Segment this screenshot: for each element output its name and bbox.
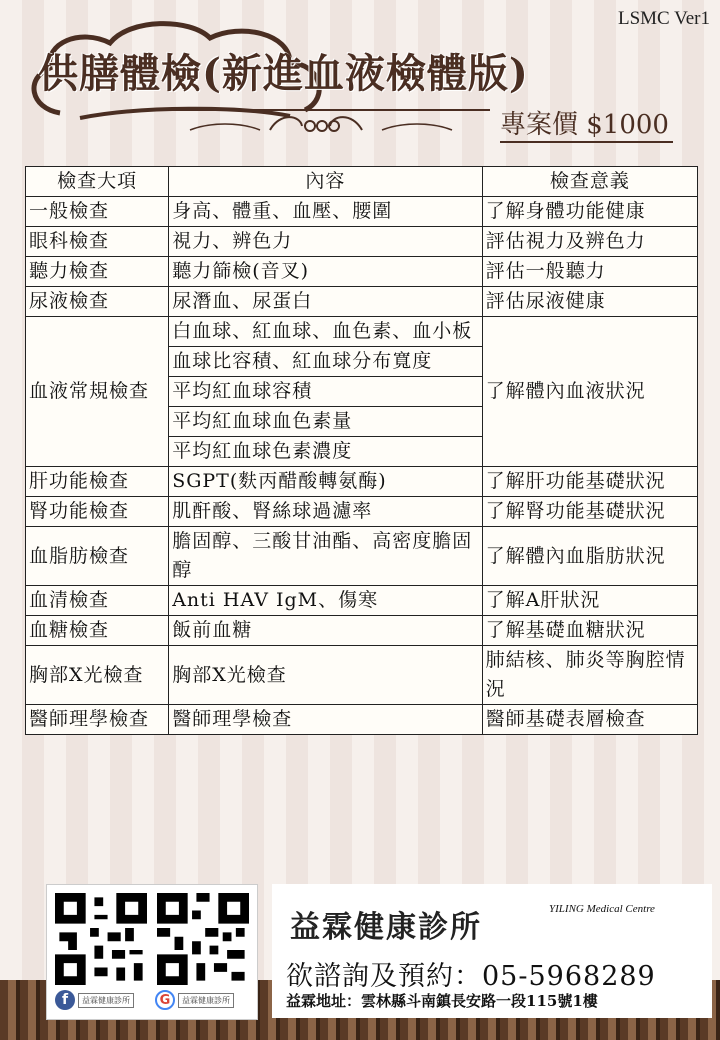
table-row [26,257,698,287]
facebook-icon: f [55,990,75,1010]
table-row [26,467,698,497]
row-content: 平均紅血球血色素量 [169,407,482,437]
page-title: 供膳體檢(新進血液檢體版) [38,50,529,97]
row-item: 胸部X光檢查 [26,646,169,705]
table-row [26,497,698,527]
row-item: 腎功能檢查 [26,497,169,527]
header-content: 內容 [169,167,482,197]
row-content: 醫師理學檢查 [169,705,482,735]
table-row [26,705,698,735]
row-content: 聽力篩檢(音叉) [169,257,482,287]
table-row [26,197,698,227]
row-content: 視力、辨色力 [169,227,482,257]
row-meaning: 了解腎功能基礎狀況 [482,497,697,527]
clinic-address: 益霖地址：雲林縣斗南鎮長安路一段115號1樓 [286,992,598,1010]
facebook-link[interactable] [55,989,134,1011]
table-row [26,646,698,705]
row-meaning: 評估一般聽力 [482,257,697,287]
table-row [26,616,698,646]
table-row [26,527,698,586]
row-meaning: 了解肝功能基礎狀況 [482,467,697,497]
row-meaning: 了解基礎血糖狀況 [482,616,697,646]
row-item: 聽力檢查 [26,257,169,287]
exam-table [25,166,698,735]
row-content: 血球比容積、紅血球分布寬度 [169,347,482,377]
row-meaning: 了解體內血液狀況 [482,317,697,467]
row-item: 血糖檢查 [26,616,169,646]
row-item: 血脂肪檢查 [26,527,169,586]
table-header-row [26,167,698,197]
row-content: 肌酐酸、腎絲球過濾率 [169,497,482,527]
qr-card [46,884,258,1020]
facebook-label: 益霖健康診所 [78,993,134,1008]
row-meaning: 評估視力及辨色力 [482,227,697,257]
ornament-divider [150,100,490,140]
row-item: 血清檢查 [26,586,169,616]
header-meaning: 檢查意義 [482,167,697,197]
row-item: 尿液檢查 [26,287,169,317]
row-content: 飯前血糖 [169,616,482,646]
row-meaning: 肺結核、肺炎等胸腔情況 [482,646,697,705]
row-content: 尿潛血、尿蛋白 [169,287,482,317]
row-meaning: 了解身體功能健康 [482,197,697,227]
row-item: 一般檢查 [26,197,169,227]
qr-code-icon[interactable] [157,893,249,985]
row-content: Anti HAV IgM、傷寒 [169,586,482,616]
row-meaning: 了解體內血脂肪狀況 [482,527,697,586]
version-label: LSMC Ver1 [617,8,710,29]
row-item: 肝功能檢查 [26,467,169,497]
row-content: 平均紅血球色素濃度 [169,437,482,467]
row-content: 膽固醇、三酸甘油酯、高密度膽固醇 [169,527,482,586]
row-content: 身高、體重、血壓、腰圍 [169,197,482,227]
row-item: 眼科檢查 [26,227,169,257]
table-row [26,317,698,347]
row-content: 平均紅血球容積 [169,377,482,407]
google-icon: G [155,990,175,1010]
header-item: 檢查大項 [26,167,169,197]
table-row [26,287,698,317]
row-content: 白血球、紅血球、血色素、血小板 [169,317,482,347]
row-item: 血液常規檢查 [26,317,169,467]
row-content: SGPT(麩丙醋酸轉氨酶) [169,467,482,497]
clinic-name: 益霖健康診所 [290,910,482,945]
row-meaning: 評估尿液健康 [482,287,697,317]
table-row [26,227,698,257]
contact-phone[interactable]: 欲諮詢及預約：05-5968289 [286,961,656,992]
google-link[interactable] [155,989,234,1011]
row-meaning: 了解A肝狀況 [482,586,697,616]
clinic-english-name: YILING Medical Centre [549,903,655,915]
google-label: 益霖健康診所 [178,993,234,1008]
clinic-info-card [272,884,712,1018]
row-content: 胸部X光檢查 [169,646,482,705]
qr-code-icon[interactable] [55,893,147,985]
row-meaning: 醫師基礎表層檢查 [482,705,697,735]
row-item: 醫師理學檢查 [26,705,169,735]
table-row [26,586,698,616]
package-price: 專案價 $1000 [500,104,673,143]
